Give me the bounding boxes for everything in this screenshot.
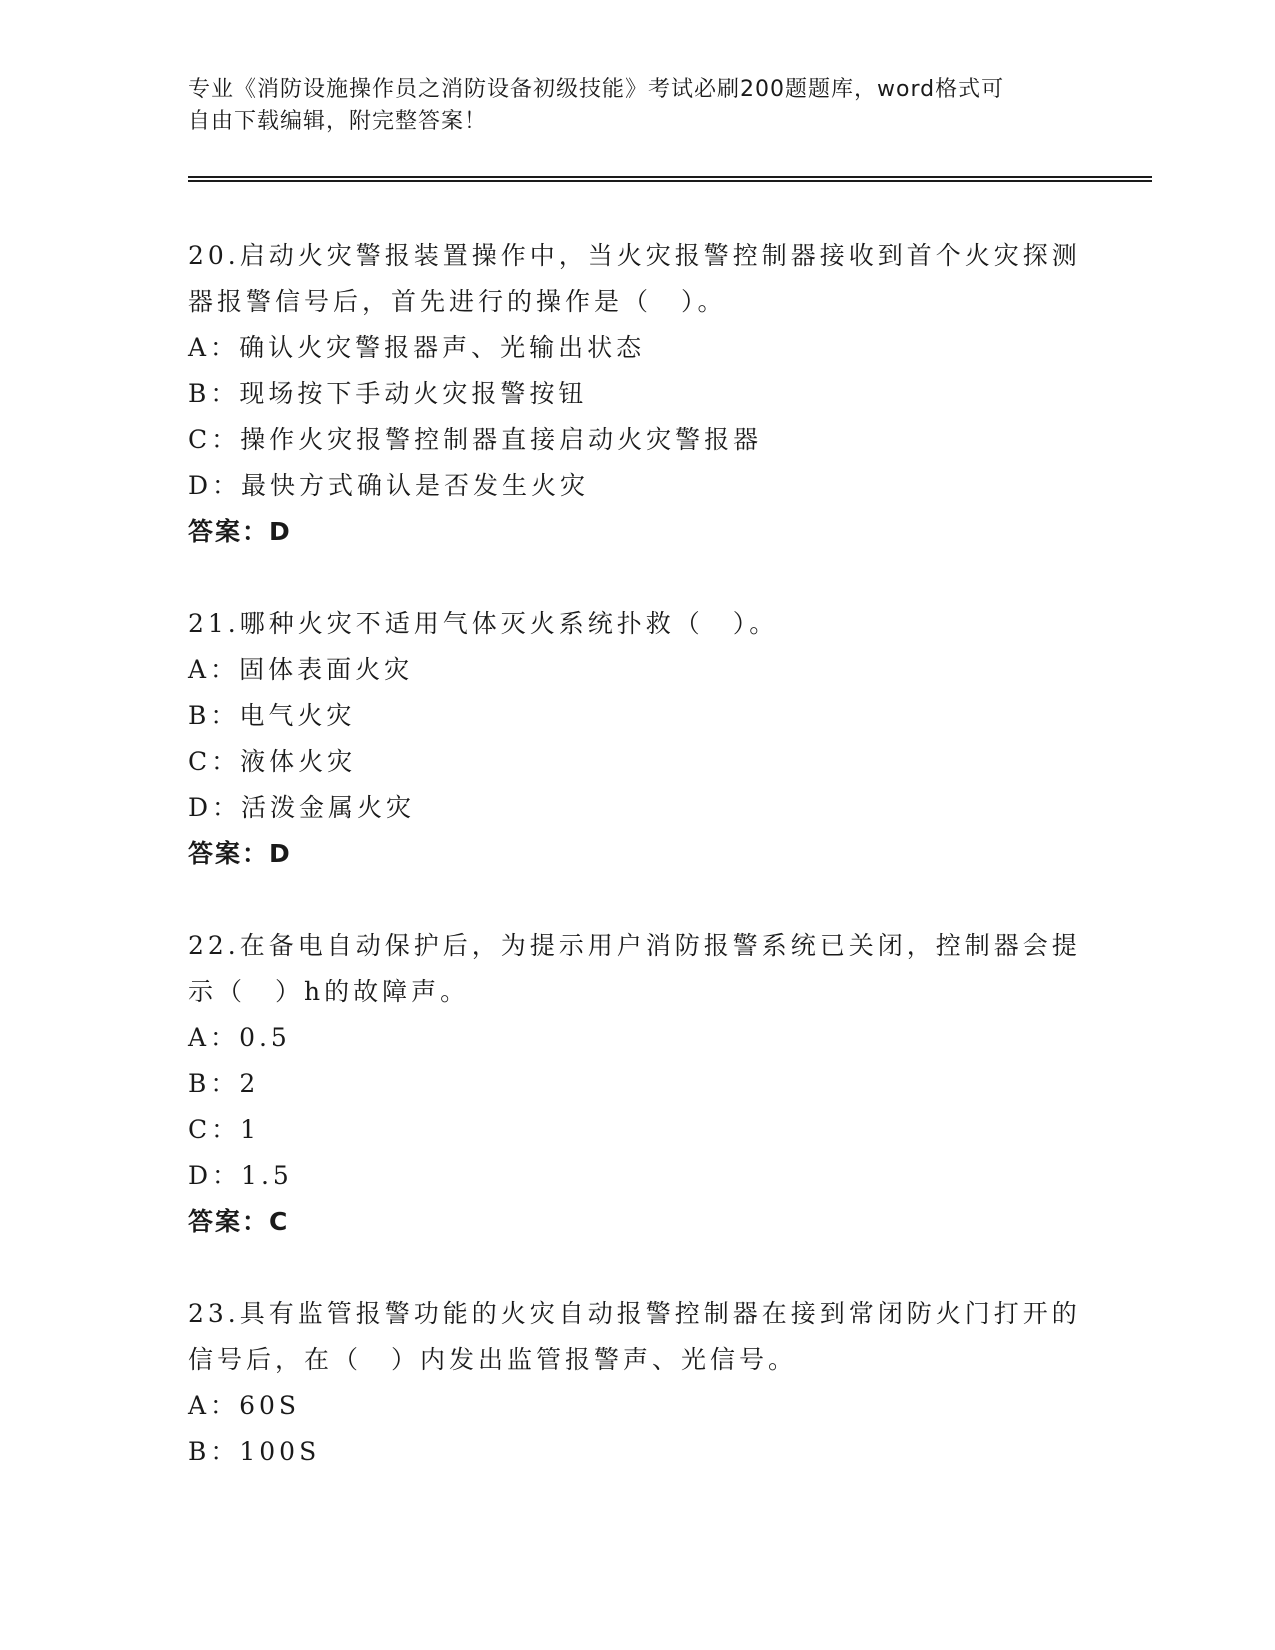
answer-label: 答案：D [188, 839, 292, 868]
option-a [188, 325, 1088, 371]
option-d [188, 1153, 1088, 1199]
header-line-1: 专业《消防设施操作员之消防设备初级技能》考试必刷200题题库，word格式可 [188, 77, 1005, 102]
option-key: D： [188, 793, 242, 822]
option-key: A： [188, 1391, 240, 1420]
option-a [188, 1015, 1088, 1061]
option-key: B： [188, 1437, 240, 1466]
answer-label: 答案：D [188, 517, 292, 546]
option-b [188, 1061, 1088, 1107]
header-divider [188, 176, 1152, 182]
option-text: 活泼金属火灾 [241, 793, 416, 822]
option-key: B： [188, 379, 240, 408]
question-text: 23.具有监管报警功能的火灾自动报警控制器在接到常闭防火门打开的信号后，在（ ）内发出监管报警声、光信号。 [188, 1299, 1081, 1374]
question-text: 22.在备电自动保护后，为提示用户消防报警系统已关闭，控制器会提示（ ）h的故障声。 [188, 931, 1081, 1006]
option-text: 固体表面火灾 [239, 655, 414, 684]
option-text: 60S [239, 1391, 301, 1420]
option-b [188, 693, 1088, 739]
option-key: A： [188, 1023, 240, 1052]
option-key: A： [188, 655, 240, 684]
option-key: C： [188, 1115, 241, 1144]
option-key: D： [188, 471, 242, 500]
option-text: 操作火灾报警控制器直接启动火灾警报器 [240, 425, 763, 454]
question-21 [188, 601, 1088, 877]
option-key: B： [188, 1069, 240, 1098]
option-a [188, 647, 1088, 693]
option-text: 最快方式确认是否发生火灾 [241, 471, 590, 500]
option-key: C： [188, 425, 241, 454]
option-d [188, 785, 1088, 831]
option-key: A： [188, 333, 240, 362]
option-text: 确认火灾警报器声、光输出状态 [239, 333, 646, 362]
question-list [188, 233, 1088, 1521]
option-d [188, 463, 1088, 509]
document-header [188, 74, 1088, 138]
option-key: D： [188, 1161, 242, 1190]
option-text: 100S [239, 1437, 321, 1466]
option-text: 0.5 [239, 1023, 291, 1052]
question-text: 20.启动火灾警报装置操作中，当火灾报警控制器接收到首个火灾探测器报警信号后，首先进行的操作是（ ）。 [188, 241, 1081, 316]
question-22 [188, 923, 1088, 1245]
option-text: 1.5 [241, 1161, 293, 1190]
option-text: 1 [240, 1115, 261, 1144]
option-key: B： [188, 701, 240, 730]
question-20 [188, 233, 1088, 555]
answer-label: 答案：C [188, 1207, 290, 1236]
question-text: 21.哪种火灾不适用气体灭火系统扑救（ ）。 [188, 609, 779, 638]
option-a [188, 1383, 1088, 1429]
option-b [188, 1429, 1088, 1475]
question-23 [188, 1291, 1088, 1475]
option-text: 液体火灾 [240, 747, 357, 776]
option-text: 现场按下手动火灾报警按钮 [239, 379, 588, 408]
option-c [188, 739, 1088, 785]
option-text: 2 [239, 1069, 260, 1098]
option-c [188, 1107, 1088, 1153]
option-c [188, 417, 1088, 463]
option-key: C： [188, 747, 241, 776]
option-text: 电气火灾 [239, 701, 356, 730]
header-line-2: 自由下载编辑，附完整答案！ [188, 109, 488, 134]
option-b [188, 371, 1088, 417]
